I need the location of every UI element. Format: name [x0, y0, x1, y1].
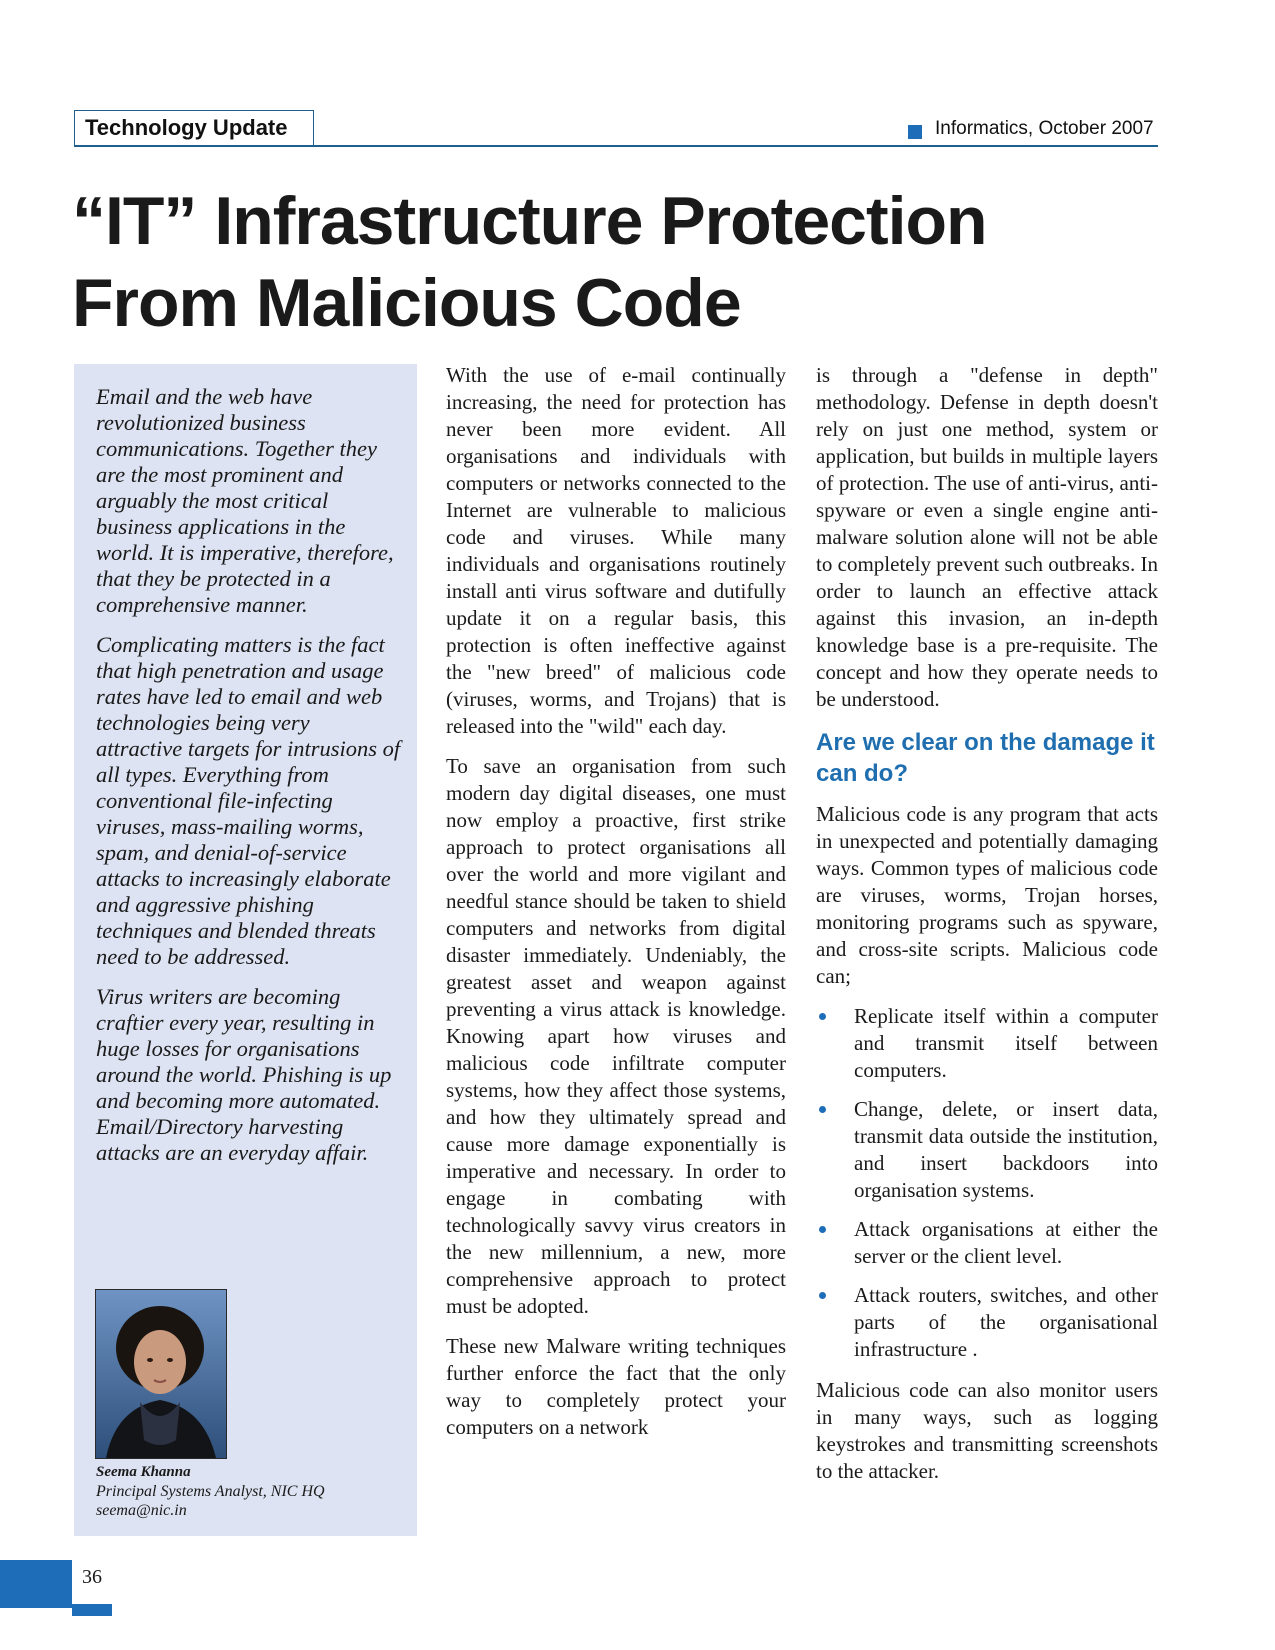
page-number: 36 — [82, 1566, 102, 1588]
list-item — [816, 1282, 1158, 1363]
list-item — [816, 1096, 1158, 1204]
body-paragraph: Malicious code is any program that acts in unexpected and potentially damaging ways. Common types of malicious code are viruses, worms, Trojan horses, monitoring programs such as spyware, and cross-site scripts. Malicious code can; — [816, 802, 1158, 988]
intro-paragraph: Email and the web have revolutionized business communications. Together they are the most prominent and arguably the most critical business applications in the world. It is imperative, therefore, that they be protected in a comprehensive manner. — [96, 384, 394, 617]
list-item — [816, 1216, 1158, 1270]
intro-sidebar — [74, 364, 417, 1536]
list-item — [816, 1003, 1158, 1084]
intro-text — [96, 384, 401, 1180]
body-paragraph: With the use of e-mail continually increasing, the need for protection has never been more evident. All organisations and individuals with computers or networks connected to the Internet are vulnerable to malicious code and viruses. While many individuals and organisations routinely install anti virus software and dutifully update it on a regular basis, this protection is often ineffective against the "new breed" of malicious code (viruses, worms, and Trojans) that is released into the "wild" each day. — [446, 363, 786, 738]
body-paragraph: These new Malware writing techniques further enforce the fact that the only way to completely protect your computers on a network — [446, 1334, 786, 1439]
list-item-text: Change, delete, or insert data, transmit data outside the institution, and insert backdoors into organisation systems. — [854, 1097, 1158, 1202]
bullet-list — [816, 1003, 1158, 1363]
body-paragraph: Malicious code can also monitor users in many ways, such as logging keystrokes and transmitting screenshots to the attacker. — [816, 1378, 1158, 1483]
bullet-icon — [819, 1226, 826, 1233]
author-portrait-icon — [96, 1290, 226, 1458]
title-line-2: From Malicious Code — [72, 265, 741, 341]
footer-underbar — [72, 1604, 112, 1616]
issue-label: Informatics, October 2007 — [935, 118, 1154, 139]
intro-paragraph: Complicating matters is the fact that high penetration and usage rates have led to email and web technologies being very attractive targets for intrusions of all types. Everything from conventional file-infecting viruses, mass-mailing worms, spam, and denial-of-service attacks to increasingly elaborate and aggressive phishing techniques and blended threats need to be addressed. — [96, 632, 401, 969]
body-paragraph: To save an organisation from such modern day digital diseases, one must now employ a proactive, first strike approach to protect organisations all over the world and more vigilant and needful stance should be taken to shield computers and networks from digital disaster immediately. Undeniably, the greatest asset and weapon against preventing a virus attack is knowledge. Knowing apart how viruses and malicious code infiltrate computer systems, how they affect those systems, and how they ultimately spread and cause more damage exponentially is imperative and necessary. In order to engage in combating with technologically savvy virus creators in the new millennium, a new, more comprehensive approach to protect must be adopted. — [446, 754, 786, 1318]
section-heading: Are we clear on the damage it can do? — [816, 729, 1155, 787]
body-paragraph: is through a "defense in depth" methodology. Defense in depth doesn't rely on just one method, system or application, but builds in multiple layers of protection. The use of anti-virus, anti-spyware or even a single engine anti-malware solution alone will not be able to completely prevent such outbreaks. In order to launch an effective attack against this invasion, an in-depth knowledge base is a pre-requisite. The concept and how they operate needs to be understood. — [816, 363, 1158, 711]
list-item-text: Attack routers, switches, and other parts of the organisational infrastructure . — [854, 1283, 1158, 1361]
page-title — [72, 180, 1172, 344]
bullet-icon — [819, 1106, 826, 1113]
body-column-right — [816, 362, 1158, 1498]
list-item-text: Attack organisations at either the server or the client level. — [854, 1217, 1158, 1268]
section-tag: Technology Update — [74, 110, 314, 146]
list-item-text: Replicate itself within a computer and transmit itself between computers. — [854, 1004, 1158, 1082]
header-rule — [74, 145, 1158, 147]
bullet-icon — [819, 1013, 826, 1020]
bullet-icon — [819, 1292, 826, 1299]
footer-color-block — [0, 1560, 72, 1608]
intro-paragraph: Virus writers are becoming craftier every year, resulting in huge losses for organisations around the world. Phishing is up and becoming more automated. Email/Directory harvesting attacks are an everyday affair. — [96, 984, 392, 1165]
author-email: seema@nic.in — [96, 1502, 187, 1519]
author-photo — [96, 1290, 226, 1458]
author-name: Seema Khanna — [96, 1464, 191, 1480]
title-line-1: “IT” Infrastructure Protection — [72, 183, 987, 259]
body-column-middle — [446, 362, 786, 1454]
author-role: Principal Systems Analyst, NIC HQ — [96, 1483, 325, 1500]
issue-square-icon — [908, 125, 922, 139]
